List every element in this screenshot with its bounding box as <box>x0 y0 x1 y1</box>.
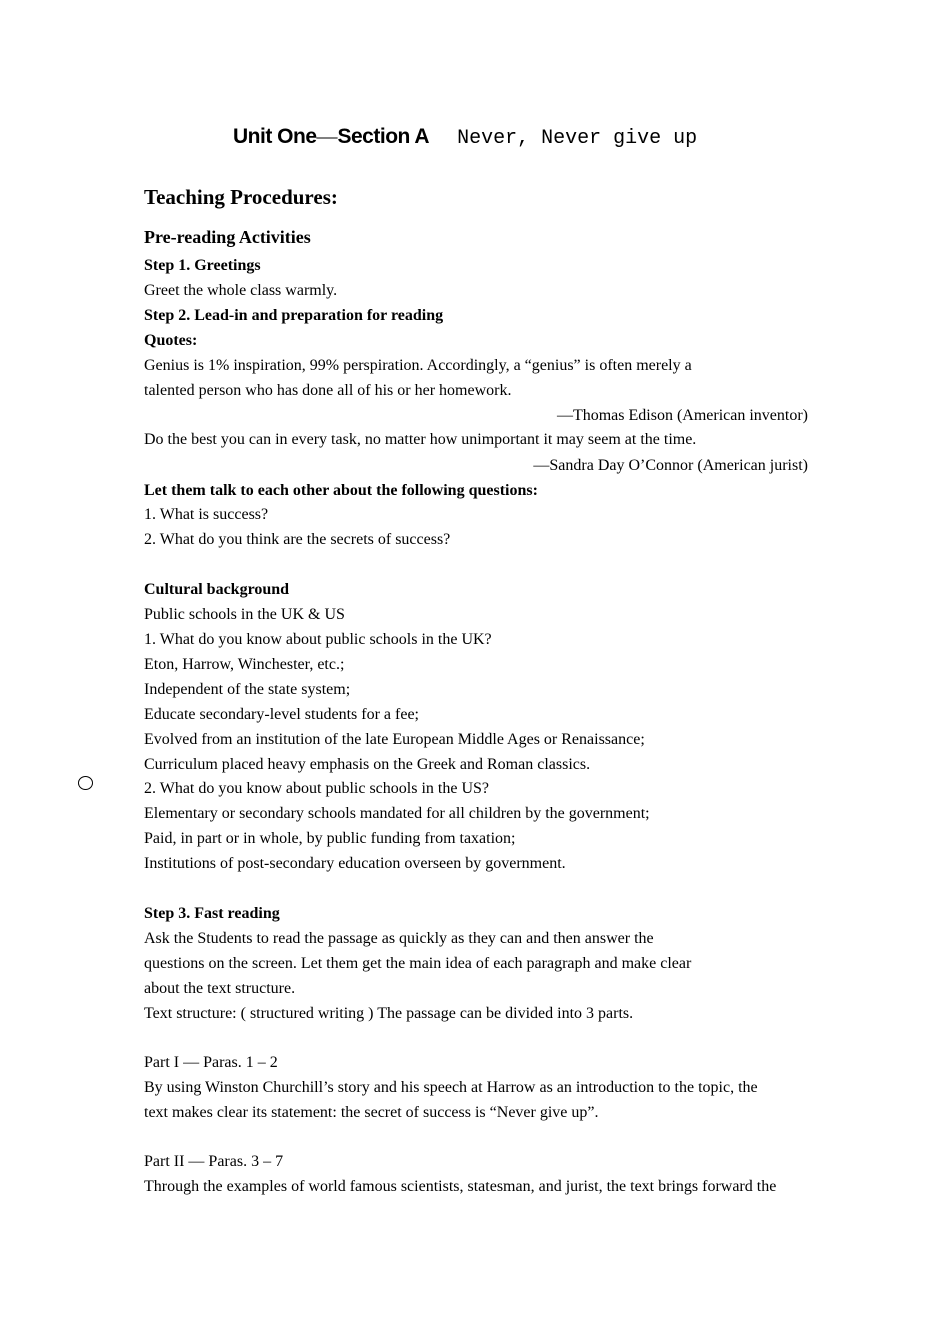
part1-label: Part I — Paras. 1 – 2 <box>144 1054 278 1071</box>
circle-mark-icon <box>78 776 93 790</box>
uk-point: Independent of the state system; <box>144 681 351 698</box>
cultural-heading: Cultural background <box>144 581 290 598</box>
part2-line1: Through the examples of world famous scientists, statesman, and jurist, the text brings forward the <box>144 1178 777 1195</box>
step3-text-line3: about the text structure. <box>144 980 296 997</box>
uk-point: Educate secondary-level students for a fee; <box>144 706 419 723</box>
quote1-line1: Genius is 1% inspiration, 99% perspiration. Accordingly, a “genius” is often merely a <box>144 357 692 374</box>
quote2-author: —Sandra Day O’Connor (American jurist) <box>533 457 808 474</box>
step1-title: Step 1. Greetings <box>144 257 261 274</box>
uk-point: Evolved from an institution of the late European Middle Ages or Renaissance; <box>144 731 645 748</box>
procedures-heading: Teaching Procedures: <box>144 185 338 209</box>
quote1-line2: talented person who has done all of his or her homework. <box>144 382 512 399</box>
talk-label: Let them talk to each other about the following questions: <box>144 482 538 499</box>
step3-title: Step 3. Fast reading <box>144 905 280 922</box>
us-question: 2. What do you know about public schools in the US? <box>144 780 489 797</box>
text-structure: Text structure: ( structured writing ) The passage can be divided into 3 parts. <box>144 1005 634 1022</box>
page-title <box>233 124 697 150</box>
uk-point: Eton, Harrow, Winchester, etc.; <box>144 656 345 673</box>
step3-text-line2: questions on the screen. Let them get the main idea of each paragraph and make clear <box>144 955 692 972</box>
cultural-topic: Public schools in the UK & US <box>144 606 345 623</box>
us-point: Institutions of post-secondary education overseen by government. <box>144 855 566 872</box>
uk-point: Curriculum placed heavy emphasis on the Greek and Roman classics. <box>144 756 591 773</box>
quote1-author: —Thomas Edison (American inventor) <box>556 407 808 424</box>
step2-title: Step 2. Lead-in and preparation for reading <box>144 307 444 324</box>
us-point: Paid, in part or in whole, by public funding from taxation; <box>144 830 516 847</box>
quote2-text: Do the best you can in every task, no matter how unimportant it may seem at the time. <box>144 431 697 448</box>
step1-text: Greet the whole class warmly. <box>144 282 338 299</box>
step3-text-line1: Ask the Students to read the passage as quickly as they can and then answer the <box>144 930 654 947</box>
part2-label: Part II — Paras. 3 – 7 <box>144 1153 284 1170</box>
prereading-heading: Pre-reading Activities <box>144 227 311 247</box>
unit-label: Unit One <box>233 125 317 148</box>
part1-line1: By using Winston Churchill’s story and his speech at Harrow as an introduction to the topic, the <box>144 1079 758 1096</box>
question-1: 1. What is success? <box>144 506 269 523</box>
uk-question: 1. What do you know about public schools in the UK? <box>144 631 492 648</box>
title-dash: — <box>316 124 338 148</box>
us-point: Elementary or secondary schools mandated for all children by the government; <box>144 805 650 822</box>
section-label: Section A <box>337 125 430 148</box>
question-2: 2. What do you think are the secrets of success? <box>144 531 451 548</box>
part1-line2: text makes clear its statement: the secret of success is “Never give up”. <box>144 1104 599 1121</box>
quotes-label: Quotes: <box>144 332 198 349</box>
unit-subtitle: Never, Never give up <box>457 127 698 150</box>
